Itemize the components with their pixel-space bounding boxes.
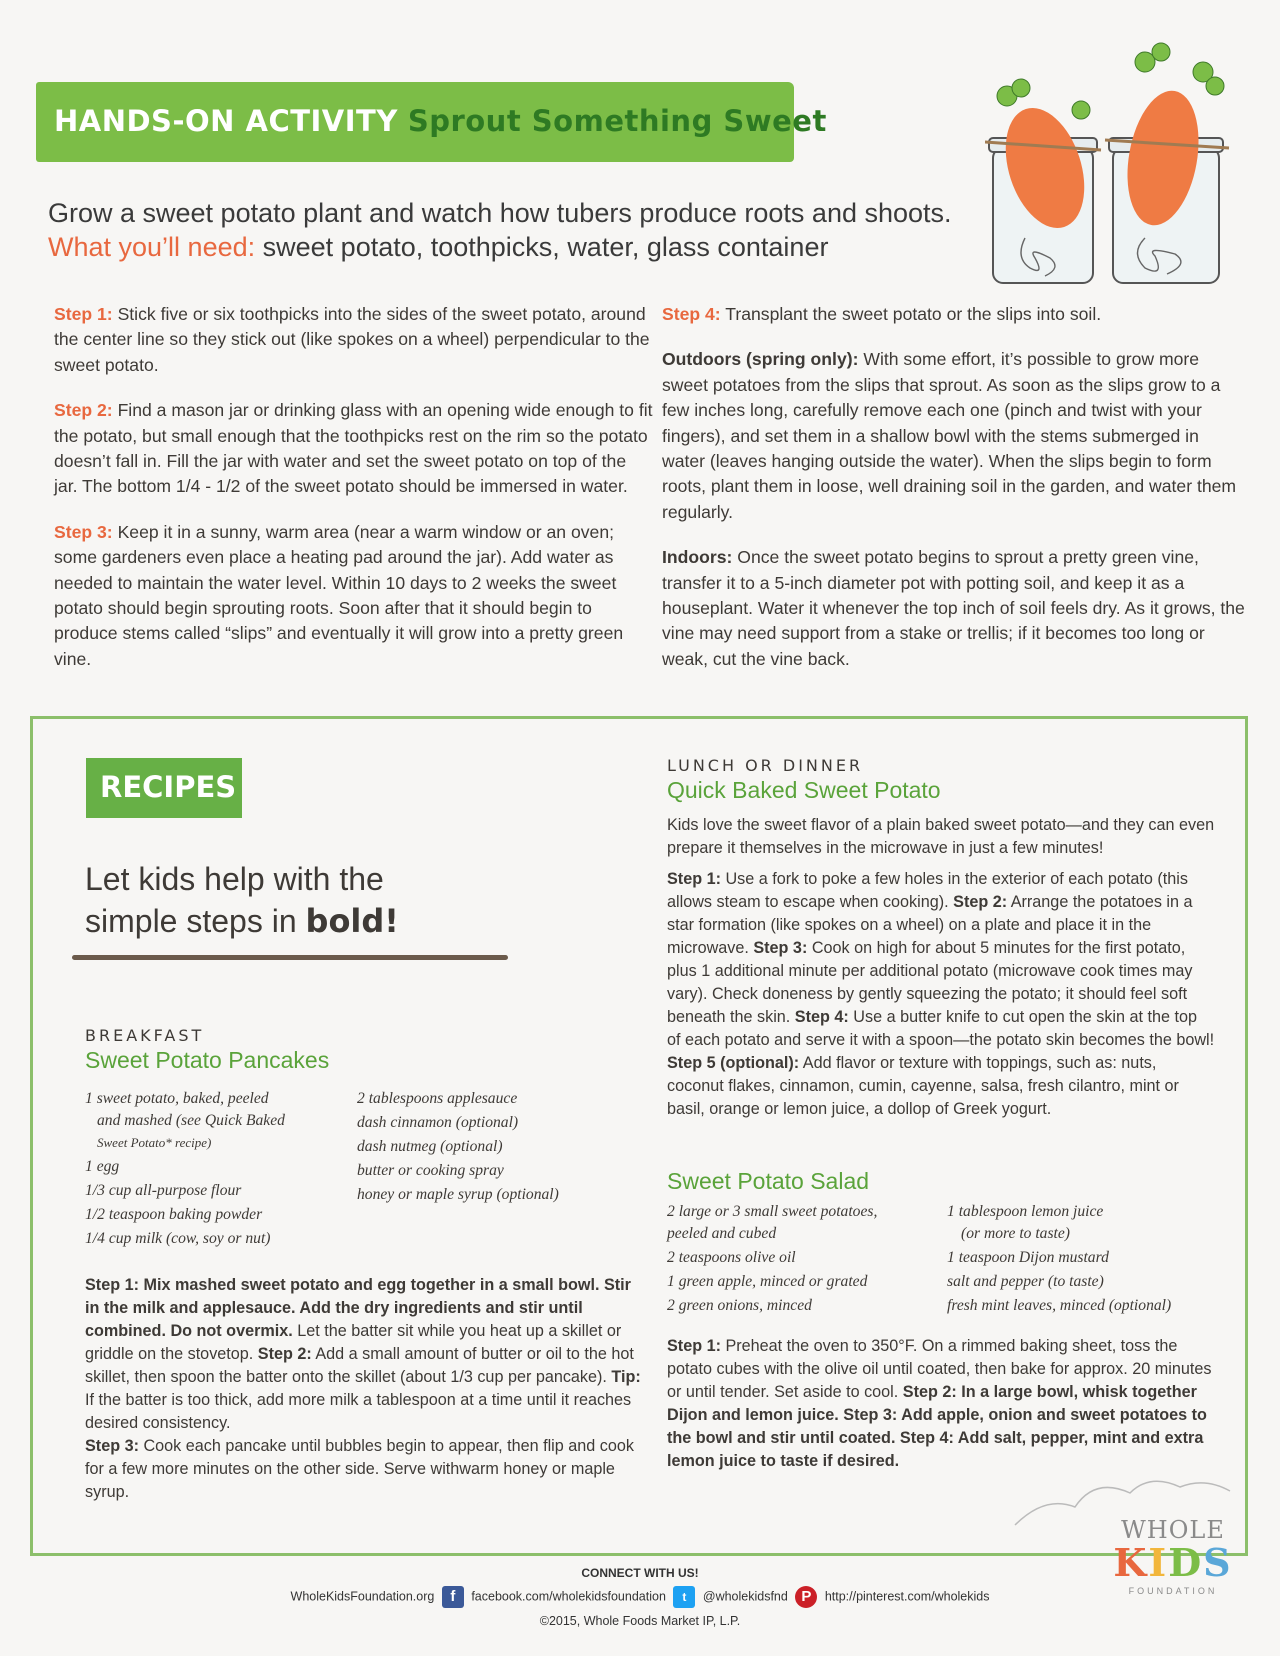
pinterest-icon[interactable]: P — [795, 1586, 817, 1608]
lunch-step-1-text: Use a fork to poke a few holes in the exterior of each potato (this allows steam to escape when cooking). — [667, 870, 1188, 911]
step-1-text: Stick five or six toothpicks into the sides of the sweet potato, around the center line so they stick out (like spokes on a wheel) perpendicular to the sweet potato. — [54, 304, 650, 375]
step-2 — [54, 398, 654, 500]
breakfast-step-1-bold: Step 1: Mix mashed sweet potato and egg together in a small bowl. Stir in the milk and applesauce. Add the dry ingredients and stir until combined. Do not overmix. — [85, 1276, 631, 1340]
step-3-text: Keep it in a sunny, warm area (near a warm window or an oven; some gardeners even place a heating pad around the jar). Add water as needed to maintain the water level. Within 10 days to 2 weeks the sweet potato should begin sprouting roots. Soon after that it should begin to produce stems called “slips” and eventually it will grow into a pretty green vine. — [54, 521, 624, 669]
facebook-link[interactable]: facebook.com/wholekidsfoundation — [471, 1589, 666, 1604]
outdoors-text: With some effort, it’s possible to grow more sweet potatoes from the slips that sprout. As soon as the slips grow to a few inches long, carefully remove each one (pinch and twist with your fingers), and set them in a shallow bowl with the stems submerged in water (leaves hanging outside the water). When the slips begin to form roots, plant them in loose, well draining soil in the garden, and water them regularly. — [662, 349, 1237, 522]
logo-line-3: FOUNDATION — [1128, 1586, 1218, 1596]
section-divider — [72, 955, 508, 960]
ingredient: 1 green apple, minced or grated — [667, 1273, 868, 1290]
step-2-text: Find a mason jar or drinking glass with an opening wide enough to fit the potato, but small enough that the toothpicks rest on the rim so the potato doesn’t fall in. Fill the jar with water and set the sweet potato on top of the jar. The bottom 1/4 - 1/2 of the sweet potato should be immersed in water. — [54, 400, 653, 497]
logo-line-1: WHOLE — [1121, 1516, 1225, 1544]
banner-title: Sprout Something Sweet — [407, 104, 827, 138]
recipes-tag-label: RECIPES — [100, 770, 237, 804]
activity-banner — [36, 82, 827, 162]
ingredient: 2 large or 3 small sweet potatoes, — [667, 1203, 878, 1220]
lunch-category: LUNCH OR DINNER — [667, 756, 864, 775]
logo-line-2: KIDS — [1113, 1540, 1233, 1585]
breakfast-step-1-text: Let the batter sit while you heat up a skillet or griddle on the stovetop. — [85, 1322, 622, 1363]
ingredient: 2 teaspoons olive oil — [667, 1249, 796, 1266]
kids-help-line-2 — [85, 900, 525, 942]
lunch-title: Quick Baked Sweet Potato — [667, 777, 941, 803]
ingredient: 2 tablespoons applesauce — [357, 1090, 518, 1107]
breakfast-ingredients-b — [357, 1088, 627, 1252]
ingredient: dash nutmeg (optional) — [357, 1138, 503, 1155]
step-2-label: Step 2: — [54, 400, 113, 421]
step-1-label: Step 1: — [54, 304, 113, 324]
breakfast-step-2-label: Step 2: — [257, 1345, 312, 1363]
ingredient: 1/4 cup milk (cow, soy or nut) — [85, 1230, 271, 1247]
ingredient: 1/2 teaspoon baking powder — [85, 1206, 263, 1223]
sweet-potato-jars-illustration — [985, 38, 1235, 298]
pinterest-link[interactable]: http://pinterest.com/wholekids — [824, 1589, 990, 1604]
intro-sentence: Grow a sweet potato plant and watch how tubers produce roots and shoots. — [48, 198, 952, 228]
lunch-intro: Kids love the sweet flavor of a plain baked sweet potato—and they can even prepare it themselves in the microwave in just a few minutes! — [667, 816, 1215, 857]
twitter-link[interactable]: @wholekidsfnd — [702, 1589, 788, 1604]
site-link[interactable]: WholeKidsFoundation.org — [290, 1589, 435, 1604]
lunch-step-5-label: Step 5 (optional): — [667, 1054, 800, 1072]
breakfast-tip-label: Tip: — [611, 1368, 641, 1386]
step-4-text: Transplant the sweet potato or the slips into soil. — [725, 304, 1102, 324]
connect-label: CONNECT WITH US! — [581, 1566, 699, 1580]
steps-right-column — [662, 302, 1246, 692]
breakfast-steps — [85, 1274, 645, 1504]
ingredient: 1 tablespoon lemon juice — [947, 1203, 1104, 1220]
ingredient: (or more to taste) — [961, 1225, 1070, 1242]
lunch-steps — [667, 868, 1215, 1121]
lunch-step-1-label: Step 1: — [667, 870, 721, 888]
salad-step-1-text: Preheat the oven to 350°F. On a rimmed baking sheet, toss the potato cubes with the olive oil until coated, then bake for approx. 20 minutes or until tender. Set aside to cool. — [667, 1337, 1212, 1401]
breakfast-title: Sweet Potato Pancakes — [85, 1047, 330, 1073]
indoors-text: Once the sweet potato begins to sprout a pretty green vine, transfer it to a 5-inch diameter pot with potting soil, and keep it as a houseplant. Water it whenever the top inch of soil feels dry. As it grows, the vine may need support from a stake or trellis; if it becomes too long or weak, cut the vine back. — [662, 547, 1245, 669]
lunch-step-5-text: Add flavor or texture with toppings, such as: nuts, coconut flakes, cinnamon, cumin, cayenne, salsa, fresh cilantro, mint or basil, orange or lemon juice, a dollop of Greek yogurt. — [667, 1054, 1179, 1118]
activity-intro — [48, 196, 978, 264]
breakfast-step-3-text: Cook each pancake until bubbles begin to appear, then flip and cook for a few more minutes on the other side. Serve withwarm honey or maple syrup. — [85, 1437, 634, 1501]
ingredient: 1 sweet potato, baked, peeled — [85, 1090, 269, 1107]
lunch-step-2-text: Arrange the potatoes in a star formation (like spokes on a wheel) on a plate and place it in the microwave. — [667, 893, 1193, 957]
step-3-label: Step 3: — [54, 521, 113, 542]
breakfast-category: BREAKFAST — [85, 1026, 205, 1045]
salad-ingredients-b — [947, 1201, 1207, 1319]
twitter-icon[interactable]: t — [673, 1586, 695, 1608]
step-4-label: Step 4: — [662, 304, 721, 324]
lunch-step-2-label: Step 2: — [953, 893, 1008, 911]
ingredient: and mashed (see Quick Baked — [97, 1112, 285, 1129]
ingredient: salt and pepper (to taste) — [947, 1273, 1104, 1290]
banner-text — [54, 104, 827, 138]
salad-step-2-bold: Step 2: In a large bowl, whisk together Dijon and lemon juice. Step 3: Add apple, onion and sweet potatoes to the bowl and stir until coated. Step 4: Add salt, pepper, mint and extra lemon juice to taste if desired. — [667, 1383, 1207, 1470]
ingredient: butter or cooking spray — [357, 1162, 504, 1179]
footer — [0, 1566, 1280, 1628]
lunch-step-3-text: Cook on high for about 5 minutes for the first potato, plus 1 additional minute per additional potato (microwave cook times may vary). Check doneness by gently squeezing the potato; it should feel soft beneath the skin. — [667, 939, 1193, 1026]
needs-label: What you’ll need: — [48, 232, 256, 262]
salad-ingredients-a — [667, 1201, 947, 1319]
ingredient: dash cinnamon (optional) — [357, 1114, 519, 1131]
salad-step-1-label: Step 1: — [667, 1337, 721, 1355]
kids-help-heading — [85, 858, 525, 942]
salad-title: Sweet Potato Salad — [667, 1168, 870, 1194]
breakfast-tip-text: If the batter is too thick, add more milk a tablespoon at a time until it reaches desired consistency. — [85, 1391, 632, 1432]
ingredient: peeled and cubed — [667, 1225, 777, 1242]
ingredient: 1 teaspoon Dijon mustard — [947, 1249, 1109, 1266]
step-1 — [54, 302, 654, 378]
outdoors-paragraph — [662, 347, 1246, 525]
ingredient: honey or maple syrup (optional) — [357, 1186, 559, 1203]
needs-line — [48, 230, 978, 264]
breakfast-ingredients-a — [85, 1088, 357, 1252]
outdoors-label: Outdoors (spring only): — [662, 349, 859, 370]
copyright: ©2015, Whole Foods Market IP, L.P. — [539, 1614, 741, 1628]
social-links — [0, 1586, 1280, 1608]
indoors-label: Indoors: — [662, 547, 733, 568]
banner-lead: HANDS-ON ACTIVITY — [54, 104, 398, 138]
lunch-step-3-label: Step 3: — [753, 939, 808, 957]
ingredient: fresh mint leaves, minced (optional) — [947, 1297, 1172, 1314]
lunch-recipe — [667, 756, 1215, 1121]
steps-left-column — [54, 302, 654, 692]
kids-help-line-1: Let kids help with the — [85, 861, 384, 897]
ingredient: 1 egg — [85, 1158, 120, 1175]
kids-help-text: simple steps in — [85, 903, 297, 939]
needs-items: sweet potato, toothpicks, water, glass container — [262, 232, 829, 262]
ingredient: 1/3 cup all-purpose flour — [85, 1182, 242, 1199]
ingredient: 2 green onions, minced — [667, 1297, 812, 1314]
lunch-step-4-text: Use a butter knife to cut open the skin at the top of each potato and serve it with a spoon—the potato skin becomes the bowl! — [667, 1008, 1215, 1049]
recipes-tag — [86, 758, 242, 818]
step-4 — [662, 302, 1246, 327]
lunch-step-4-label: Step 4: — [794, 1008, 849, 1026]
salad-recipe — [667, 1166, 1215, 1473]
breakfast-step-3-label: Step 3: — [85, 1437, 139, 1455]
step-3 — [54, 520, 654, 672]
indoors-paragraph — [662, 545, 1246, 672]
ingredient: Sweet Potato* recipe) — [97, 1135, 212, 1150]
salad-steps — [667, 1335, 1215, 1473]
breakfast-step-2-text: Add a small amount of butter or oil to the hot skillet, then spoon the batter onto the skillet (about 1/3 cup per pancake). — [85, 1345, 634, 1386]
facebook-icon[interactable]: f — [442, 1586, 464, 1608]
breakfast-recipe — [85, 1026, 645, 1504]
kids-help-bold: bold! — [305, 902, 399, 940]
